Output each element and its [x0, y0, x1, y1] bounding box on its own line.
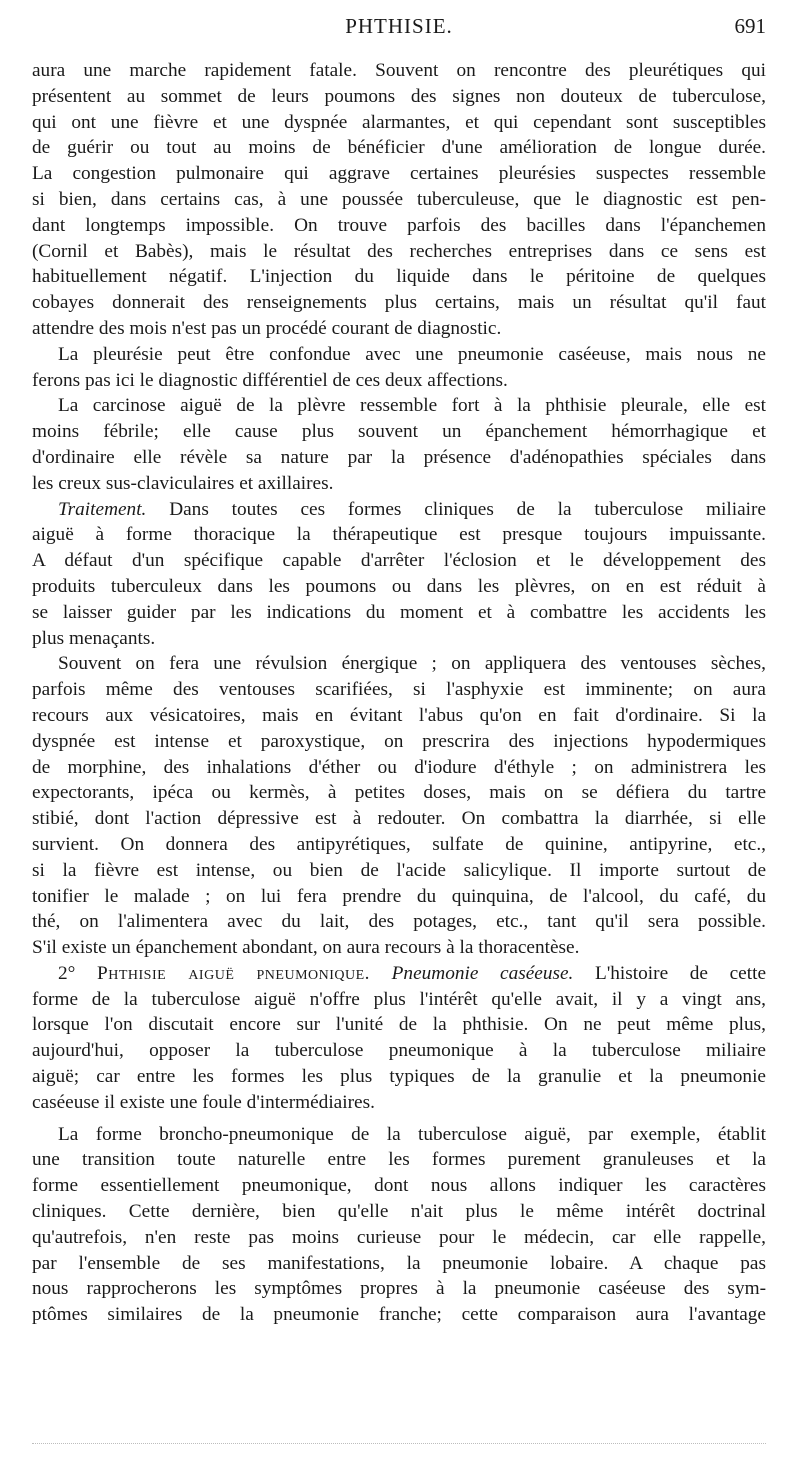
text-line: dyspnée est intense et paroxystique, on prescrira des injections hypodermiques: [32, 730, 766, 752]
text-line: caséeuse il existe une foule d'intermédiaires.: [32, 1091, 375, 1113]
text-line: si la fièvre est intense, ou bien de l'acide salicylique. Il importe surtout de: [32, 859, 766, 881]
text-line: qui ont une fièvre et une dyspnée alarmantes, et qui cependant sont susceptibles: [32, 111, 766, 133]
text-line: les creux sus-claviculaires et axillaires.: [32, 472, 334, 494]
text-line: cobayes donnerait des renseignements plus certains, mais un résultat qu'il faut: [32, 292, 766, 314]
running-title: PHTHISIE.: [345, 14, 453, 38]
text-line: ferons pas ici le diagnostic différentiel de ces deux affections.: [32, 369, 508, 391]
text-line: de morphine, des inhalations d'éther ou d'iodure d'éthyle ; on administrera les: [32, 756, 766, 778]
text-line: attendre des mois n'est pas un procédé courant de diagnostic.: [32, 317, 502, 339]
paragraph: [32, 393, 766, 496]
paragraph: [32, 342, 766, 394]
text-line: plus menaçants.: [32, 627, 156, 649]
text-line: se laisser guider par les indications du moment et à combattre les accidents les: [32, 601, 766, 623]
text-line: La pleurésie peut être confondue avec une pneumonie caséeuse, mais nous ne: [58, 343, 766, 365]
text-line: lorsque l'on discutait encore sur l'unité de la phthisie. On ne peut même plus,: [32, 1014, 766, 1036]
text-line: dant longtemps impossible. On trouve parfois des bacilles dans l'épanchemen: [32, 214, 766, 236]
text-line: forme de la tuberculose aiguë n'offre plus l'intérêt qu'elle avait, il y a vingt ans,: [32, 988, 766, 1010]
text-line: survient. On donnera des antipyrétiques, sulfate de quinine, antipyrine, etc.,: [32, 833, 766, 855]
text-line: produits tuberculeux dans les poumons ou dans les plèvres, on en est réduit à: [32, 575, 766, 597]
text-line: d'ordinaire elle révèle sa nature par la présence d'adénopathies spéciales dans: [32, 446, 766, 468]
page-number: 691: [734, 14, 766, 38]
body-text: [32, 58, 766, 1328]
paragraph: [32, 58, 766, 342]
text-line: ptômes similaires de la pneumonie franche; cette comparaison aura l'avantage: [32, 1304, 766, 1326]
paragraph: [32, 961, 766, 1116]
section-heading-italic: Traitement.: [58, 498, 147, 520]
section-number: 2°: [58, 962, 76, 984]
text-line: expectorants, ipéca ou kermès, à petites doses, mais on se défiera du tartre: [32, 782, 766, 804]
text-line: moins fébrile; elle cause plus souvent un épanchement hémorrhagique et: [32, 421, 766, 443]
text-line: parfois même des ventouses scarifiées, si l'asphyxie est imminente; on aura: [32, 679, 766, 701]
text-line: forme essentiellement pneumonique, dont nous allons indiquer les caractères: [32, 1175, 766, 1197]
text-line: La forme broncho-pneumonique de la tuberculose aiguë, par exemple, établit: [58, 1123, 766, 1145]
text-line: S'il existe un épanchement abondant, on aura recours à la thoracentèse.: [32, 937, 580, 959]
text-line: (Cornil et Babès), mais le résultat des recherches entreprises dans ce sens est: [32, 240, 766, 262]
text-run: L'histoire de cette: [573, 962, 767, 984]
page-header: [32, 14, 766, 46]
text-line: nous rapprocherons les symptômes propres à la pneumonie caséeuse des sym-: [32, 1278, 766, 1300]
text-line: qu'autrefois, n'en reste pas moins curieuse pour le médecin, car elle rappelle,: [32, 1226, 766, 1248]
text-line: habituellement négatif. L'injection du liquide dans le péritoine de quelques: [32, 266, 766, 288]
text-line: de guérir ou tout au moins de bénéficier d'une amélioration de longue durée.: [32, 137, 766, 159]
text-line: La carcinose aiguë de la plèvre ressemble fort à la phthisie pleurale, elle est: [58, 395, 766, 417]
text-line: thé, on l'alimentera avec du lait, des potages, etc., tant qu'il sera possible.: [32, 911, 766, 933]
footer-rule: [32, 1443, 766, 1452]
text-line: par l'ensemble de ses manifestations, la pneumonie lobaire. A chaque pas: [32, 1252, 766, 1274]
text-line: aura une marche rapidement fatale. Souvent on rencontre des pleurétiques qui: [32, 60, 766, 81]
text-line: si bien, dans certains cas, à une poussée tuberculeuse, que le diagnostic est pen-: [32, 188, 766, 210]
text-line: aiguë; car entre les formes les plus typiques de la granulie et la pneumonie: [32, 1066, 766, 1088]
text-line: aiguë à forme thoracique la thérapeutique est presque toujours impuissante.: [32, 524, 766, 546]
text-line: recours aux vésicatoires, mais en évitant l'abus qu'on en fait d'ordinaire. Si la: [32, 704, 766, 726]
text-line: [32, 497, 766, 523]
text-line: La congestion pulmonaire qui aggrave certaines pleurésies suspectes ressemble: [32, 163, 766, 185]
text-run: Dans toutes ces formes cliniques de la tuberculose miliaire: [146, 498, 766, 520]
text-line: cliniques. Cette dernière, bien qu'elle n'ait plus le même intérêt doctrinal: [32, 1201, 766, 1223]
text-line: présentent au sommet de leurs poumons des signes non douteux de tuberculose,: [32, 85, 766, 107]
text-line: Souvent on fera une révulsion énergique ; on appliquera des ventouses sèches,: [58, 653, 766, 675]
text-line: [32, 961, 766, 987]
paragraph: [32, 1122, 766, 1328]
section-heading-italic: Pneumonie caséeuse.: [391, 962, 574, 984]
text-line: tonifier le malade ; on lui fera prendre du quinquina, de l'alcool, du café, du: [32, 885, 766, 907]
text-line: A défaut d'un spécifique capable d'arrêter l'éclosion et le développement des: [32, 550, 766, 572]
text-line: une transition toute naturelle entre les formes purement granuleuses et la: [32, 1149, 766, 1171]
text-line: stibié, dont l'action dépressive est à redouter. On combattra la diarrhée, si elle: [32, 808, 766, 830]
paragraph: [32, 651, 766, 961]
section-heading-smallcaps: Phthisie aiguë pneumonique.: [97, 962, 370, 984]
text-line: aujourd'hui, opposer la tuberculose pneumonique à la tuberculose miliaire: [32, 1040, 766, 1062]
paragraph: [32, 497, 766, 652]
